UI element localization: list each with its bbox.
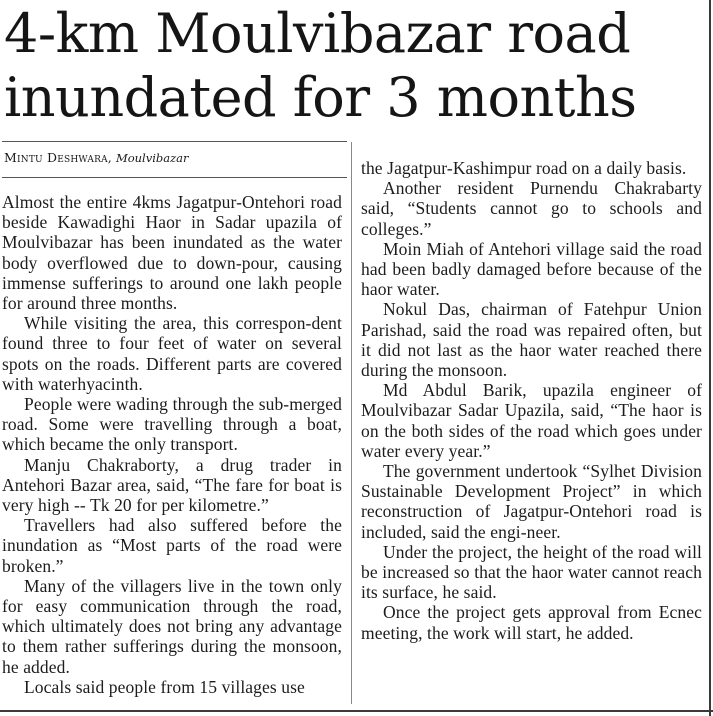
headline-rule [2, 141, 347, 142]
paragraph: Travellers had also suffered before the inundation as “Most parts of the road were broken.” [2, 515, 342, 576]
article-column-1 [2, 192, 342, 697]
paragraph: People were wading through the sub-merged road. Some were travelling through a boat, which became the only transport. [2, 394, 342, 455]
paragraph: Many of the villagers live in the town only for easy communication through the road, which ultimately does not bring any advantage to them rather sufferings during the monsoon, he added. [2, 575, 342, 677]
headline [4, 2, 704, 130]
paragraph: While visiting the area, this correspon-dent found three to four feet of water on several spots on the roads. Different parts are covered with waterhyacinth. [2, 313, 342, 394]
paragraph: Almost the entire 4kms Jagatpur-Ontehori road beside Kawadighi Haor in Sadar upazila of Moulvibazar has been inundated as the water body overflowed due to down-pour, causing immense sufferings to around one lakh people for around three months. [2, 192, 342, 314]
paragraph: Once the project gets approval from Ecnec meeting, the work will start, he added. [361, 602, 702, 643]
headline-line-1: 4-km Moulvibazar road [4, 2, 631, 65]
paragraph: Under the project, the height of the road will be increased so that the haor water cannot reach its surface, he said. [361, 541, 702, 603]
article-column-2 [361, 158, 702, 643]
paragraph: Nokul Das, chairman of Fatehpur Union Parishad, said the road was repaired often, but it did not last as the haor water reached there during the monsoon. [361, 299, 702, 381]
paragraph: Moin Miah of Antehori village said the road had been badly damaged before because of the haor water. [361, 238, 702, 300]
paragraph: Another resident Purnendu Chakrabarty said, “Students cannot go to schools and colleges.” [361, 178, 702, 239]
paragraph: The government undertook “Sylhet Division Sustainable Development Project” in which reconstruction of Jagatpur-Ontehori road is included, said the engi-neer. [361, 461, 702, 542]
byline-location: Moulvibazar [115, 151, 189, 165]
paragraph: Locals said people from 15 villages use [24, 676, 305, 697]
headline-line-2: inundated for 3 months [4, 66, 637, 129]
paragraph: the Jagatpur-Kashimpur road on a daily basis. [361, 158, 687, 178]
paragraph: Manju Chakraborty, a drug trader in Antehori Bazar area, said, “The fare for boat is very high -- Tk 20 for per kilometre.” [2, 454, 342, 516]
byline-author: Mintu Deshwara, [4, 150, 112, 165]
byline-rule [2, 177, 347, 178]
clipping-edge-right [709, 0, 711, 716]
column-divider [351, 142, 352, 704]
paragraph: Md Abdul Barik, upazila engineer of Moulvibazar Sadar Upazila, said, “The haor is on the both sides of the road which goes under water every year.” [361, 380, 702, 461]
byline [4, 150, 189, 166]
clipping-edge-bottom [0, 710, 713, 712]
